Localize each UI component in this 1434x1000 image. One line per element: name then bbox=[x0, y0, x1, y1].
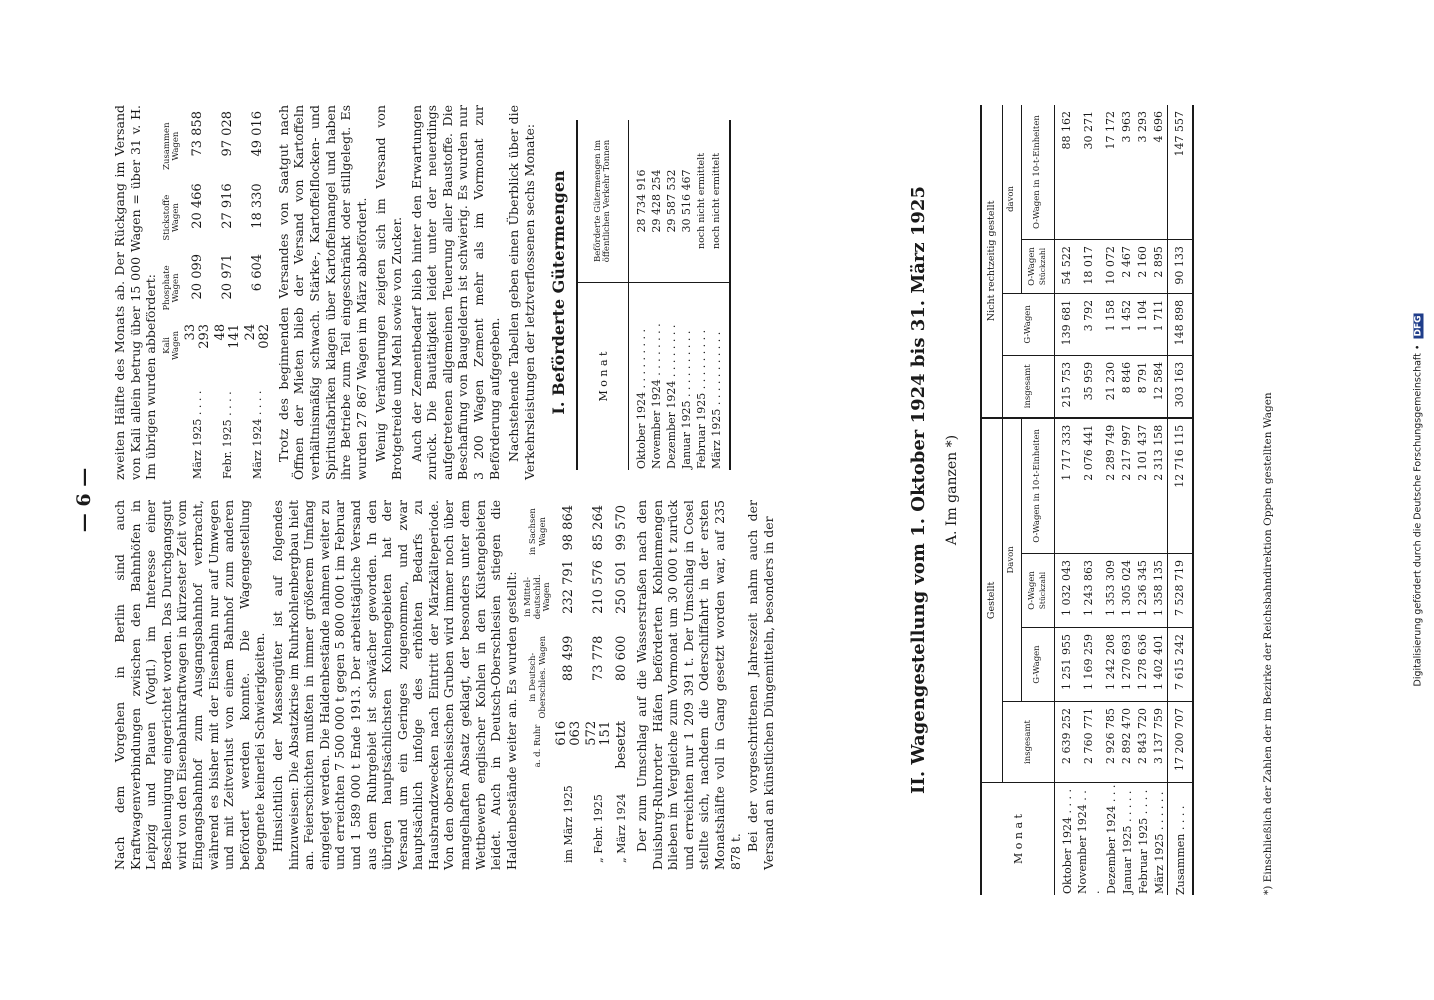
wagon-row bbox=[1075, 105, 1103, 895]
wagon-total-cell: 147 557 bbox=[1168, 105, 1194, 240]
coal-cell: 616 063 bbox=[553, 720, 583, 746]
fertilizer-cell: 49 016 bbox=[249, 111, 265, 157]
wagon-header-o-wagen-10t: O-Wagen in 10-t-Einheiten bbox=[1022, 418, 1055, 554]
coal-row bbox=[614, 504, 630, 864]
goods-header-monat: M o n a t bbox=[577, 283, 629, 471]
left-paragraph-2: Hinsichtlich der Massengüter ist auf folgendes hinzuweisen: Die Absatzkrise im Ruhrkohlenbergbau hielt an. Feierschichten mußten in immer größerem Umfang eingelegt werden. Die Haldenbestände nahmen weiter zu und erreichten 7 500 000 t gegen 5 800 000 t im Februar und 1 589 000 t Ende 1913. Der arbeitstägliche Versand aus dem Ruhrgebiet ist schwächer geworden. In den übrigen hauptsächlichsten Kohlengebieten hat der Versand um ein Geringes zugenommen, und zwar hauptsächlich infolge des erhöhten Bedarfs zu Hausbrandzwecken nach Eintritt der Märzkälteperiode. Von den oberschlesischen Gruben wird immer noch über mangelhaften Absatz geklagt, der besonders unter dem Wettbewerb englischer Kohlen in den Küstengebieten leidet. Auch in Deutsch-Oberschlesien stiegen die Haldenbestände weiter an. Es wurden gestellt: bbox=[269, 500, 519, 870]
wagon-header-g-wagen-2: G-Wagen bbox=[1003, 293, 1055, 355]
coal-cell: 210 576 bbox=[590, 560, 606, 614]
wagon-cell: 8 791 bbox=[1135, 355, 1151, 417]
left-paragraph-3: Der zum Umschlag auf die Wasserstraßen nach den Duisburg-Ruhrorter Häfen beförderten Kohlenmengen blieben im Vergleiche zum Vormonat um 30 000 t zurück und erreichten nur 1 209 391 t. Der Umschlag in Cosel stellte sich, nachdem die Oderschiffahrt in der ersten Monatshälfte voll in Gang gesetzt worden war, auf 235 878 t. bbox=[633, 500, 743, 870]
goods-month: Januar 1925 . . . . . . . . . . bbox=[679, 283, 694, 471]
wagon-cell: 3 293 bbox=[1136, 111, 1149, 143]
coal-header: in Sachsen Wagen bbox=[528, 508, 548, 555]
coal-cell: 80 600 bbox=[613, 635, 629, 682]
coal-cell: besetzt bbox=[613, 720, 629, 769]
wagon-total-cell: 7 528 719 bbox=[1168, 554, 1194, 628]
wagon-cell: 8 846 bbox=[1119, 355, 1135, 417]
fertilizer-table bbox=[162, 110, 273, 480]
coal-cell: 85 264 bbox=[590, 505, 606, 551]
coal-row bbox=[554, 504, 584, 864]
wagon-row bbox=[1055, 105, 1076, 895]
section-heading: I. Beförderte Gütermengen bbox=[549, 170, 569, 415]
wagon-cell: 1 353 309 bbox=[1103, 554, 1119, 628]
wagon-header-insgesamt: insgesamt bbox=[1003, 702, 1055, 783]
left-column bbox=[112, 500, 776, 870]
left-paragraph-4: Bei der vorgeschrittenen Jahreszeit nahm auch der Versand an künstlichen Düngemitteln, besonders in der bbox=[745, 500, 776, 870]
wagon-total-cell: 7 615 242 bbox=[1168, 628, 1194, 702]
goods-value: noch nicht ermittelt bbox=[696, 152, 708, 250]
fertilizer-cell: 20 099 bbox=[189, 253, 205, 300]
wagon-header-o-wagen bbox=[1022, 554, 1055, 628]
wagon-cell: 3 792 bbox=[1075, 293, 1103, 355]
wagon-header-insgesamt-2: insgesamt bbox=[1003, 355, 1055, 417]
wagon-header-monat: M o n a t bbox=[981, 783, 1055, 896]
wagon-row-month: Oktober 1924 . . . . bbox=[1055, 783, 1076, 896]
wagon-header-nicht-rechtzeitig: Nicht rechtzeitig gestellt bbox=[981, 105, 1003, 418]
coal-header-row bbox=[523, 504, 554, 864]
wagon-cell: 2 217 997 bbox=[1119, 418, 1135, 554]
wagon-header-gestellt: Gestellt bbox=[981, 418, 1003, 783]
wagon-table bbox=[980, 105, 1194, 895]
coal-header: in Mittel-deutschld. Wagen bbox=[523, 574, 553, 620]
goods-month: Februar 1925 . . . . . . . . . bbox=[694, 283, 709, 471]
fertilizer-cell: 18 330 bbox=[249, 183, 265, 229]
fertilizer-header: Kali Wagen bbox=[161, 330, 182, 360]
goods-value: 30 516 467 bbox=[680, 169, 694, 233]
fertilizer-header-row bbox=[162, 110, 183, 480]
wagon-section-subtitle: A. Im ganzen *) bbox=[944, 434, 960, 546]
wagon-header-stueckzahl: Stückzahl bbox=[1037, 571, 1047, 610]
goods-row bbox=[649, 120, 664, 470]
fertilizer-cell: 97 028 bbox=[219, 111, 235, 157]
wagon-cell: 1 032 043 bbox=[1055, 554, 1076, 628]
wagon-row-month: Januar 1925 . . . . . bbox=[1119, 783, 1135, 896]
goods-value: 29 428 254 bbox=[650, 169, 664, 233]
fertilizer-row bbox=[183, 110, 213, 480]
goods-row bbox=[694, 120, 709, 470]
wagon-cell: 2 892 470 bbox=[1119, 702, 1135, 783]
coal-row-label: im März 1925 bbox=[562, 785, 576, 863]
right-paragraph-3: Wenig Veränderungen zeigten sich im Versand von Brotgetreide und Mehl sowie von Zucker. bbox=[373, 105, 404, 480]
wagon-header-row-1 bbox=[981, 105, 1003, 895]
fertilizer-row-label: März 1925 . . . . bbox=[191, 390, 205, 479]
fertilizer-cell: 6 604 bbox=[249, 253, 265, 292]
fertilizer-header: Zusammen Wagen bbox=[161, 122, 182, 170]
goods-month: November 1924 . . . . . . . . bbox=[649, 283, 664, 471]
wagon-total-cell: 303 163 bbox=[1168, 355, 1194, 417]
wagon-header-stueckzahl-2: Stückzahl bbox=[1037, 247, 1047, 286]
wagon-total-cell: 148 898 bbox=[1168, 293, 1194, 355]
wagon-total-row bbox=[1168, 105, 1194, 895]
wagon-cell: 1 305 024 bbox=[1119, 554, 1135, 628]
wagon-cell: 1 270 693 bbox=[1119, 628, 1135, 702]
goods-header-value: Beförderte Gütermengen im öffentlichen Verkehr Tonnen bbox=[577, 120, 629, 283]
goods-row bbox=[629, 120, 650, 470]
wagon-header-davon: Davon bbox=[1003, 418, 1022, 702]
wagon-cell: 2 760 771 bbox=[1075, 702, 1103, 783]
wagon-section-title: II. Wagengestellung vom 1. Oktober 1924 bis 31. März 1925 bbox=[908, 186, 929, 794]
right-column bbox=[112, 105, 731, 480]
coal-cell: 98 864 bbox=[560, 505, 576, 551]
fertilizer-row-label: März 1924 . . . . bbox=[251, 390, 265, 479]
wagon-footnote: *) Einschließlich der Zahlen der im Bezirke der Reichsbahndirektion Oppeln gestellten Wagen bbox=[1262, 392, 1274, 895]
wagon-total-cell: 12 716 115 bbox=[1168, 418, 1194, 554]
coal-row bbox=[584, 504, 614, 864]
wagon-row-month: Dezember 1924 . . . bbox=[1103, 783, 1119, 896]
wagon-total-label: Zusammen . . . . bbox=[1168, 783, 1194, 896]
right-paragraph-1: zweiten Hälfte des Monats ab. Der Rückgang im Versand von Kali allein betrug über 15 000 Wagen = über 31 v. H. Im übrigen wurden abbefördert: bbox=[112, 105, 159, 480]
wagon-cell: 1 158 bbox=[1103, 293, 1119, 355]
fertilizer-cell: 20 971 bbox=[219, 253, 235, 300]
wagon-cell: 30 271 bbox=[1082, 111, 1095, 150]
wagon-cell: 1 711 bbox=[1151, 293, 1168, 355]
wagon-cell: 4 696 bbox=[1152, 111, 1165, 143]
coal-cell: 572 151 bbox=[583, 720, 613, 746]
fertilizer-header: Stickstoffe Wagen bbox=[161, 194, 182, 241]
wagon-cell: 2 467 bbox=[1119, 240, 1135, 294]
wagon-row bbox=[1119, 105, 1135, 895]
fertilizer-row bbox=[213, 110, 243, 480]
goods-value: 29 587 532 bbox=[665, 169, 679, 233]
wagon-header-row-2 bbox=[1003, 105, 1022, 895]
wagon-cell: 54 522 bbox=[1055, 240, 1076, 294]
wagon-cell: 3 137 759 bbox=[1151, 702, 1168, 783]
wagon-row bbox=[1135, 105, 1151, 895]
wagon-cell: 17 172 bbox=[1104, 111, 1117, 150]
right-paragraph-2: Trotz des beginnenden Versandes von Saatgut nach Öffnen der Mieten blieb der Versand von Kartoffeln verhältnismäßig schwach. Stärke-, Kartoffelflocken- und Spiritusfabriken klagen über Kartoffelmangel und haben ihre Betriebe zum Teil eingeschränkt oder stillgelegt. Es wurden 27 867 Wagen im März abbefördert. bbox=[275, 105, 369, 480]
coal-header: in Deutsch-Oberschles. Wagen bbox=[528, 635, 548, 719]
wagon-cell: 12 584 bbox=[1151, 355, 1168, 417]
wagon-cell: 215 753 bbox=[1055, 355, 1076, 417]
goods-month: Dezember 1924 . . . . . . . . bbox=[664, 283, 679, 471]
wagon-cell: 2 160 bbox=[1135, 240, 1151, 294]
goods-row bbox=[679, 120, 694, 470]
fertilizer-row-label: Febr. 1925 . . . . bbox=[221, 391, 235, 479]
coal-cell: 250 501 bbox=[613, 560, 629, 614]
wagon-cell: 2 639 252 bbox=[1055, 702, 1076, 783]
coal-cell: 232 791 bbox=[560, 560, 576, 614]
wagon-cell: 139 681 bbox=[1055, 293, 1076, 355]
credit-text: Digitalisierung gefördert durch die Deutsche Forschungsgemeinschaft • bbox=[1412, 344, 1424, 687]
wagon-header-g-wagen: G-Wagen bbox=[1022, 628, 1055, 702]
page-number: — 6 — bbox=[73, 467, 95, 533]
wagon-header-o-wagen-10t-2: O-Wagen in 10-t-Einheiten bbox=[1022, 105, 1055, 240]
wagon-cell: 1 358 135 bbox=[1151, 554, 1168, 628]
fertilizer-cell: 48 141 bbox=[212, 323, 242, 349]
wagon-header-o-wagen-2 bbox=[1022, 240, 1055, 294]
wagon-cell: 1 452 bbox=[1119, 293, 1135, 355]
coal-cell: 99 570 bbox=[613, 505, 629, 551]
right-paragraph-4: Auch der Zementbedarf blieb hinter den Erwartungen zurück. Die Bautätigkeit leidet unter der neuerdings aufgetretenen allgemeinen Teuerung aller Baustoffe. Die Beschaffung von Baugeldern ist schwierig. Es wurden nur 3 200 Wagen Zement mehr als im Vormonat zur Beförderung aufgegeben. bbox=[408, 105, 502, 480]
coal-header: a. d. Ruhr bbox=[532, 724, 543, 768]
wagon-header-o-wagen-label: O-Wagen bbox=[1027, 571, 1037, 610]
wagon-total-cell: 17 200 707 bbox=[1168, 702, 1194, 783]
wagon-row bbox=[1151, 105, 1168, 895]
wagon-cell: 10 072 bbox=[1103, 240, 1119, 294]
wagon-cell: 2 926 785 bbox=[1103, 702, 1119, 783]
fertilizer-row bbox=[243, 110, 273, 480]
wagon-header-davon-2: davon bbox=[1003, 105, 1022, 293]
wagon-cell: 2 076 441 bbox=[1075, 418, 1103, 554]
goods-value: 28 734 916 bbox=[635, 169, 649, 233]
wagon-cell: 1 242 208 bbox=[1103, 628, 1119, 702]
wagon-cell: 21 230 bbox=[1103, 355, 1119, 417]
wagon-cell: 1 169 259 bbox=[1075, 628, 1103, 702]
wagon-cell: 2 289 749 bbox=[1103, 418, 1119, 554]
goods-month: Oktober 1924 . . . . . . . . . bbox=[629, 283, 650, 471]
wagon-cell: 35 959 bbox=[1075, 355, 1103, 417]
wagon-cell: 1 236 345 bbox=[1135, 554, 1151, 628]
fertilizer-header: Phosphate Wagen bbox=[161, 265, 182, 311]
wagon-cell: 3 963 bbox=[1120, 111, 1133, 143]
goods-row bbox=[664, 120, 679, 470]
wagon-cell: 2 895 bbox=[1151, 240, 1168, 294]
wagon-cell: 1 402 401 bbox=[1151, 628, 1168, 702]
fertilizer-cell: 27 916 bbox=[219, 183, 235, 229]
coal-row-label: „ März 1924 bbox=[615, 793, 629, 863]
wagon-cell: 1 104 bbox=[1135, 293, 1151, 355]
wagon-cell: 2 843 720 bbox=[1135, 702, 1151, 783]
dfg-logo: DFG bbox=[1413, 315, 1424, 337]
wagon-cell: 1 243 863 bbox=[1075, 554, 1103, 628]
coal-cell: 73 778 bbox=[590, 635, 606, 682]
wagon-cell: 1 717 333 bbox=[1055, 418, 1076, 554]
wagon-header-o-wagen-2-label: O-Wagen bbox=[1027, 247, 1037, 286]
fertilizer-cell: 33 293 bbox=[182, 323, 212, 349]
goods-month: März 1925 . . . . . . . . . . . bbox=[709, 283, 730, 471]
coal-cell: 88 499 bbox=[560, 635, 576, 682]
coal-table bbox=[523, 504, 630, 864]
wagon-cell: 1 251 955 bbox=[1055, 628, 1076, 702]
wagon-row-month: Februar 1925 . . . . bbox=[1135, 783, 1151, 896]
wagon-cell: 2 101 437 bbox=[1135, 418, 1151, 554]
coal-row-label: „ Febr. 1925 bbox=[592, 794, 606, 863]
right-paragraph-5: Nachstehende Tabellen geben einen Überblick über die Verkehrsleistungen der letztverflossenen sechs Monate: bbox=[506, 105, 537, 480]
goods-row bbox=[709, 120, 730, 470]
goods-table bbox=[576, 120, 731, 470]
wagon-cell: 88 162 bbox=[1060, 111, 1073, 150]
goods-header-row bbox=[577, 120, 629, 470]
fertilizer-cell: 24 082 bbox=[242, 323, 272, 349]
wagon-row bbox=[1103, 105, 1119, 895]
wagon-total-cell: 90 133 bbox=[1168, 240, 1194, 294]
wagon-row-month: März 1925 . . . . . . bbox=[1151, 783, 1168, 896]
left-paragraph-1: Nach dem Vorgehen in Berlin sind auch Kraftwagenverbindungen zwischen den Bahnhöfen in Leipzig und Plauen (Vogtl.) im Interesse einer Beschleunigung eingerichtet worden. Das Durchgangsgut wird von den Eisenbahnkraftwagen in kürzester Zeit vom Eingangsbahnhof zum Ausgangsbahnhof verbracht, während es bisher mit der Eisenbahn nur auf Umwegen und mit Zeitverlust von einem Bahnhof zum anderen befördert werden konnte. Die Wagengestellung begegnete keinerlei Schwierigkeiten. bbox=[112, 500, 268, 870]
fertilizer-cell: 20 466 bbox=[189, 183, 205, 229]
wagon-cell: 18 017 bbox=[1075, 240, 1103, 294]
wagon-row-month: November 1924 . . . bbox=[1075, 783, 1103, 896]
wagon-cell: 1 278 636 bbox=[1135, 628, 1151, 702]
fertilizer-cell: 73 858 bbox=[189, 111, 205, 157]
goods-value: noch nicht ermittelt bbox=[709, 120, 730, 283]
wagon-cell: 2 313 158 bbox=[1151, 418, 1168, 554]
